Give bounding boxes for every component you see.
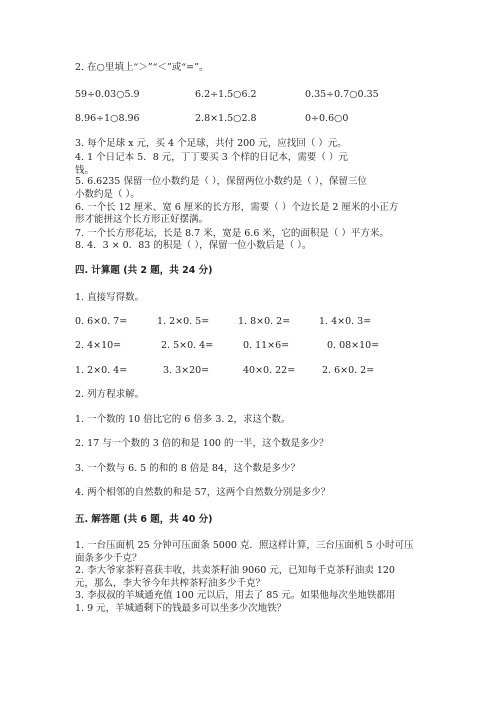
compare-item: 0.35÷0.7○0.35: [305, 89, 379, 100]
question-7: 7. 一个长方形花坛，长是 8.7 米，宽是 6.6 米，它的面积是（ ）平方米。: [75, 228, 389, 239]
mental-math-item: 0. 6×0. 7=: [75, 316, 128, 327]
word-problem-1-line-2: 面条多少千克？: [75, 553, 142, 564]
mental-math-item: 2. 6×0. 2=: [322, 365, 375, 376]
q2-title: 2. 在○里填上“＞”“＜”或“=”。: [75, 62, 209, 73]
compare-item: 59÷0.03○5.9: [75, 89, 140, 100]
calc-q2-title: 2. 列方程求解。: [75, 389, 145, 400]
compare-item: 0÷0.6○0: [305, 113, 349, 124]
word-problem-3-line-1: 3. 李叔叔的羊城通充值 100 元以后，用去了 85 元。如果他每次坐地铁都用: [75, 590, 396, 601]
question-3: 3. 每个足球 x 元，买 4 个足球，共付 200 元，应找回（ ）元。: [75, 138, 347, 149]
section-heading-calc: 四. 计算题 (共 2 题，共 24 分): [75, 265, 213, 276]
mental-math-row-2: [75, 340, 440, 352]
mental-math-item: 40×0. 22=: [243, 365, 296, 376]
question-4-line-1: 4. 1 个日记本 5．8 元，丁丁要买 3 个样的日记本，需要（ ）元: [75, 152, 348, 163]
mental-math-item: 0. 08×10=: [327, 340, 380, 351]
word-problem-3-line-2: 1. 9 元，羊城通剩下的钱最多可以坐多少次地铁？: [75, 603, 287, 614]
question-6-line-1: 6. 一个长 12 厘米、宽 6 厘米的长方形，需要（ ）个边长是 2 厘米的小正方: [75, 202, 399, 213]
mental-math-item: 1. 8×0. 2=: [238, 316, 291, 327]
question-6-line-2: 形才能拼这个长方形正好摆满。: [75, 214, 209, 225]
mental-math-row-1: [75, 316, 440, 328]
question-4-line-2: 钱。: [75, 165, 95, 176]
compare-item: 6.2÷1.5○6.2: [195, 89, 257, 100]
word-problem-1-line-1: 1. 一台压面机 25 分钟可压面条 5000 克．照这样计算，三台压面机 5 小时可压: [75, 540, 414, 551]
equation-question: 1. 一个数的 10 倍比它的 6 倍多 3. 2，求这个数。: [75, 414, 291, 425]
mental-math-item: 0. 11×6=: [243, 340, 290, 351]
mental-math-item: 1. 2×0. 5=: [157, 316, 210, 327]
question-5-line-2: 小数约是（ ）。: [75, 189, 140, 200]
compare-item: 2.8×1.5○2.8: [195, 113, 257, 124]
compare-item: 8.96÷1○8.96: [75, 113, 140, 124]
calc-q1-title: 1. 直接写得数。: [75, 292, 145, 303]
compare-row-2: [75, 113, 440, 125]
compare-row-1: [75, 89, 440, 101]
question-8: 8. 4．3 × 0．83 的积是（ ），保留一位小数后是（ ）。: [75, 240, 312, 251]
mental-math-item: 2. 5×0. 4=: [161, 340, 214, 351]
question-5-line-1: 5. 6.6235 保留一位小数约是（ ），保留两位小数约是（ ），保留三位: [75, 176, 367, 187]
section-heading-answer: 五. 解答题 (共 6 题，共 40 分): [75, 514, 213, 525]
equation-question: 2. 17 与一个数的 3 倍的和是 100 的一半，这个数是多少？: [75, 438, 329, 449]
equation-question: 4. 两个相邻的自然数的和是 57，这两个自然数分别是多少？: [75, 487, 331, 498]
mental-math-item: 1. 2×0. 4=: [75, 365, 128, 376]
word-problem-2-line-1: 2. 李大爷家茶籽喜获丰收，共卖茶籽油 9060 元，已知每千克茶籽油卖 120: [75, 565, 395, 576]
equation-question: 3. 一个数与 6. 5 的和的 8 倍是 84，这个数是多少？: [75, 463, 300, 474]
mental-math-item: 1. 4×0. 3=: [319, 316, 372, 327]
mental-math-item: 2. 4×10=: [75, 340, 122, 351]
mental-math-item: 3. 3×20=: [163, 365, 210, 376]
word-problem-2-line-2: 元，那么，李大爷今年共榨茶籽油多少千克？: [75, 578, 266, 589]
mental-math-row-3: [75, 365, 440, 377]
